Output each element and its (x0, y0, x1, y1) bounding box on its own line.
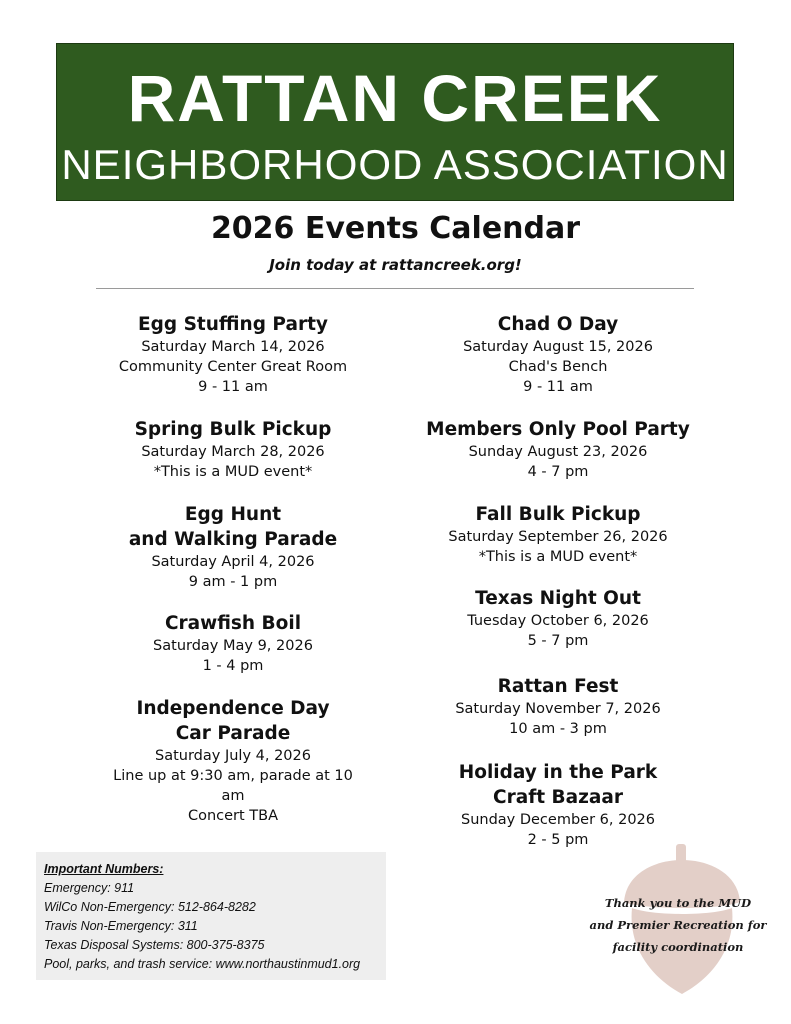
number-line: WilCo Non-Emergency: 512-864-8282 (44, 900, 256, 914)
number-line: Emergency: 911 (44, 881, 135, 895)
thank-you-line: facility coordination (612, 940, 744, 954)
event-detail: Saturday March 28, 2026 (141, 444, 325, 460)
header-banner (56, 43, 734, 201)
event-item (83, 312, 383, 397)
number-line: Pool, parks, and trash service: www.northaustinmud1.org (44, 957, 361, 971)
important-numbers-heading: Important Numbers: (44, 862, 164, 876)
thank-you-line: and Premier Recreation for (589, 918, 767, 932)
event-detail: Chad's Bench (508, 359, 608, 375)
event-detail: Sunday August 23, 2026 (468, 444, 648, 460)
event-name: Car Parade (175, 723, 291, 744)
important-numbers-box (36, 852, 386, 980)
event-item (408, 417, 708, 482)
thank-you-note (578, 892, 778, 958)
event-detail: Tuesday October 6, 2026 (467, 613, 649, 629)
event-detail: *This is a MUD event* (153, 464, 313, 480)
event-name: Rattan Fest (497, 676, 619, 697)
event-name: Chad O Day (497, 314, 619, 335)
event-item (408, 502, 708, 567)
event-name: Spring Bulk Pickup (134, 419, 332, 440)
event-detail: Saturday November 7, 2026 (455, 701, 661, 717)
event-item (408, 760, 708, 850)
event-name: Texas Night Out (475, 588, 641, 609)
banner-title: RATTAN CREEK (127, 61, 663, 135)
event-detail: Saturday April 4, 2026 (151, 554, 315, 570)
event-name: Fall Bulk Pickup (475, 504, 641, 525)
banner-subtitle: NEIGHBORHOOD ASSOCIATION (61, 141, 729, 188)
event-detail: 2 - 5 pm (527, 832, 589, 848)
thank-you-line: Thank you to the MUD (604, 896, 752, 910)
event-item (83, 502, 383, 592)
event-name: Holiday in the Park (458, 762, 658, 783)
event-name: Members Only Pool Party (426, 419, 690, 440)
event-detail: Concert TBA (187, 808, 279, 824)
event-item (83, 696, 383, 826)
event-detail: Saturday July 4, 2026 (155, 748, 311, 764)
event-detail: 4 - 7 pm (527, 464, 589, 480)
page-title: 2026 Events Calendar (210, 211, 581, 246)
event-name: Egg Hunt (184, 504, 282, 525)
event-item (83, 611, 383, 676)
event-detail: Sunday December 6, 2026 (460, 812, 655, 828)
event-name: Crawfish Boil (164, 613, 302, 634)
event-name: Egg Stuffing Party (138, 314, 328, 335)
event-name: Independence Day (136, 698, 330, 719)
event-item (408, 586, 708, 651)
number-line: Texas Disposal Systems: 800-375-8375 (44, 938, 265, 952)
event-detail: *This is a MUD event* (478, 549, 638, 565)
tagline: Join today at rattancreek.org! (269, 256, 522, 274)
event-name: and Walking Parade (128, 529, 338, 550)
event-detail: 10 am - 3 pm (509, 721, 607, 737)
event-detail: 1 - 4 pm (202, 658, 264, 674)
event-detail: Community Center Great Room (118, 359, 348, 375)
event-name: Craft Bazaar (493, 787, 623, 808)
event-item (408, 312, 708, 397)
event-detail: 9 am - 1 pm (188, 574, 278, 590)
event-detail: 5 - 7 pm (527, 633, 589, 649)
event-detail: Saturday May 9, 2026 (153, 638, 313, 654)
divider (96, 288, 694, 289)
event-detail: Saturday March 14, 2026 (141, 339, 325, 355)
event-detail: Line up at 9:30 am, parade at 10 (113, 768, 353, 784)
event-detail: 9 - 11 am (523, 379, 593, 395)
number-line: Travis Non-Emergency: 311 (44, 919, 198, 933)
event-detail: 9 - 11 am (198, 379, 268, 395)
event-item (83, 417, 383, 482)
event-detail: Saturday August 15, 2026 (463, 339, 653, 355)
event-item (408, 674, 708, 739)
event-detail: am (221, 788, 245, 804)
event-detail: Saturday September 26, 2026 (448, 529, 668, 545)
